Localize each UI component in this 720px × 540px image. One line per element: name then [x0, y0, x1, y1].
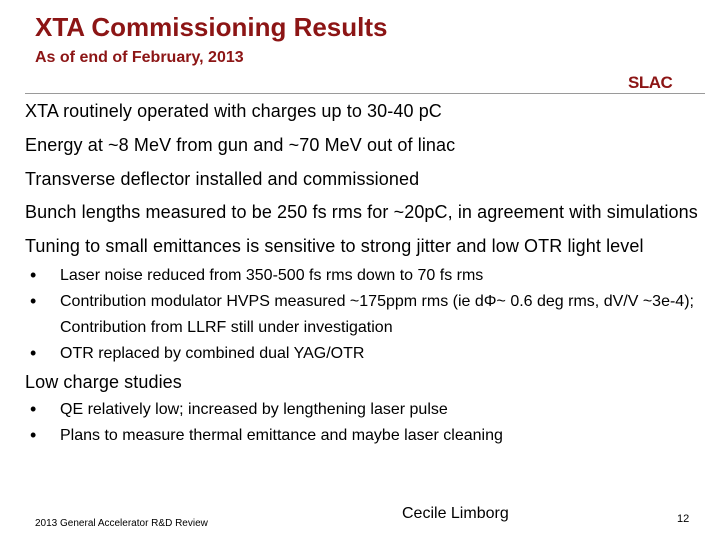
page-number: 12 — [677, 513, 690, 525]
bullet-item: Low charge studies — [25, 372, 182, 392]
sub-bullet-item: • Contribution modulator HVPS measured ~175ppm rms (ie dΦ~ 0.6 deg rms, dV/V ~3e-4); Contribution from LLRF still under investigation — [30, 291, 694, 336]
header-divider — [25, 93, 705, 94]
slide-subtitle: As of end of February, 2013 — [35, 49, 244, 66]
sub-bullet-item: • OTR replaced by combined dual YAG/OTR — [30, 343, 365, 363]
bullet-dot-icon: • — [30, 425, 37, 445]
bullet-dot-icon: • — [30, 265, 37, 285]
bullet-dot-icon: • — [30, 291, 37, 311]
bullet-item: Transverse deflector installed and commissioned — [25, 169, 420, 189]
bullet-dot-icon: • — [30, 399, 37, 419]
bullet-item: XTA routinely operated with charges up to 30-40 pC — [25, 101, 442, 121]
slac-logo — [626, 71, 686, 95]
footer-conference: 2013 General Accelerator R&D Review — [35, 518, 208, 529]
slac-logo-text: SLAC — [628, 73, 673, 92]
sub-bullet-item: • Laser noise reduced from 350-500 fs rms down to 70 fs rms — [30, 265, 484, 285]
bullet-item: Tuning to small emittances is sensitive to strong jitter and low OTR light level — [25, 236, 644, 256]
slide-body — [25, 96, 715, 449]
sub-bullet-item: • QE relatively low; increased by lengthening laser pulse — [30, 399, 448, 419]
sub-bullet-list — [25, 397, 715, 449]
sub-bullet-list — [25, 263, 715, 367]
sub-bullet-item: • Plans to measure thermal emittance and maybe laser cleaning — [30, 425, 503, 445]
slide-title: XTA Commissioning Results — [35, 12, 388, 42]
footer-presenter: Cecile Limborg — [402, 505, 509, 522]
bullet-item: Energy at ~8 MeV from gun and ~70 MeV out of linac — [25, 135, 456, 155]
bullet-dot-icon: • — [30, 343, 37, 363]
bullet-item: Bunch lengths measured to be 250 fs rms for ~20pC, in agreement with simulations — [25, 202, 698, 222]
